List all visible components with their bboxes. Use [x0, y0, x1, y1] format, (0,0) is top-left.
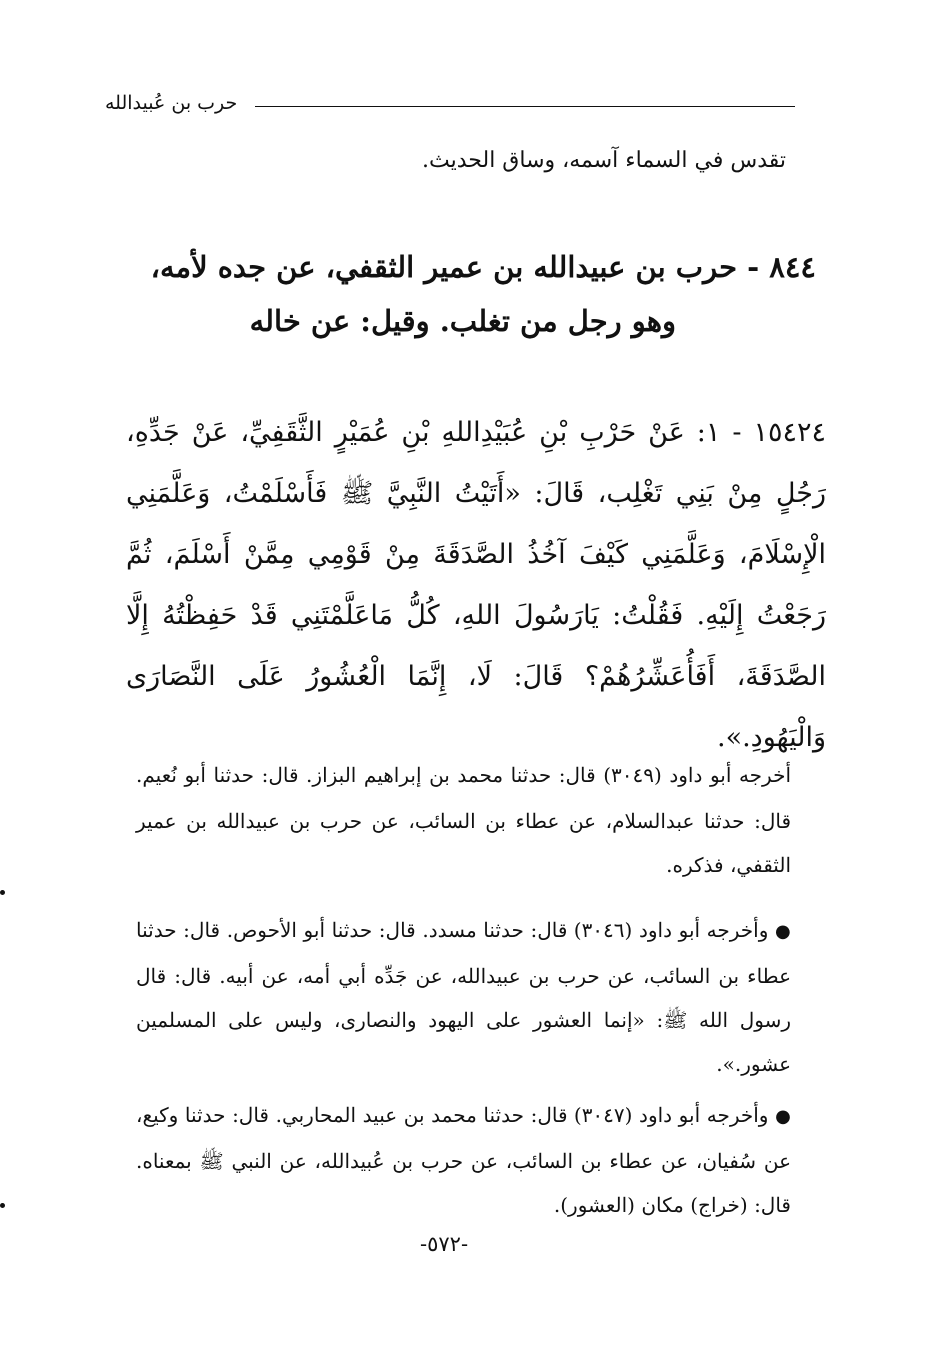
- footnote-1: [136, 753, 791, 887]
- running-head-title: حرب بن عُبيدالله: [105, 92, 238, 114]
- running-head: [105, 92, 795, 122]
- footnote-2: [136, 908, 791, 1086]
- section-heading-line-1: ٨٤٤ - حرب بن عبيدالله بن عمير الثقفي، عن جده لأمه،: [150, 250, 816, 284]
- footnote-text: أخرجه أبو داود (٣٠٤٩) قال: حدثنا محمد بن إبراهيم البزاز. قال: حدثنا أبو نُعيم. قال: حدثنا عبدالسلام، عن عطاء بن السائب، عن حرب بن عبيدالله بن عمير الثقفي، فذكره.: [136, 763, 791, 877]
- scan-edge-mark: [0, 1203, 5, 1208]
- scan-edge-mark: [0, 890, 5, 895]
- hadith-text: ١٥٤٢٤ - ١: عَنْ حَرْبِ بْنِ عُبَيْدِاللهِ بْنِ عُمَيْرٍ الثَّقَفِيِّ، عَنْ جَدِّهِ، رَجُلٍ مِنْ بَنِي تَغْلِب، قَالَ: «أَتَيْتُ النَّبِيَّ ﷺ فَأَسْلَمْتُ، وَعَلَّمَنِي الْإِسْلَامَ، وَعَلَّمَنِي كَيْفَ آخُذُ الصَّدَقَةَ مِنْ قَوْمِي مِمَّنْ أَسْلَمَ، ثُمَّ رَجَعْتُ إِلَيْهِ. فَقُلْتُ: يَارَسُولَ اللهِ، كُلُّ مَاعَلَّمْتَنِي قَدْ حَفِظْتُهُ إِلَّا الصَّدَقَةَ، أَفَأُعَشِّرُهُمْ؟ قَالَ: لَا، إِنَّمَا الْعُشُورُ عَلَى النَّصَارَى وَالْيَهُودِ.».: [126, 417, 826, 753]
- footnote-bullet: ●: [775, 921, 791, 942]
- page-number: -٥٧٢-: [420, 1232, 469, 1256]
- footnote-text: وأخرجه أبو داود (٣٠٤٦) قال: حدثنا مسدد. قال: حدثنا أبو الأحوص. قال: حدثنا عطاء بن السائب، عن حرب بن عبيدالله، عن جَدِّه أبي أمه، عن أبيه. قال: قال رسول الله ﷺ: «إنما العشور على اليهود والنصارى، وليس على المسلمين عشور.».: [136, 918, 791, 1076]
- previous-text-line: تقدس في السماء آسمه، وساق الحديث.: [422, 148, 786, 173]
- section-heading-line-2: وهو رجل من تغلب. وقيل: عن خاله: [249, 304, 676, 338]
- footnote-3: [136, 1093, 791, 1227]
- running-head-rule: [255, 106, 795, 107]
- footnote-text: وأخرجه أبو داود (٣٠٤٧) قال: حدثنا محمد بن عبيد المحاربي. قال: حدثنا وكيع، عن سُفيان، عن عطاء بن السائب، عن حرب بن عُبيدالله، عن النبي ﷺ بمعناه. قال: (خراج) مكان (العشور).: [136, 1103, 792, 1217]
- footnote-bullet: ●: [775, 1106, 792, 1127]
